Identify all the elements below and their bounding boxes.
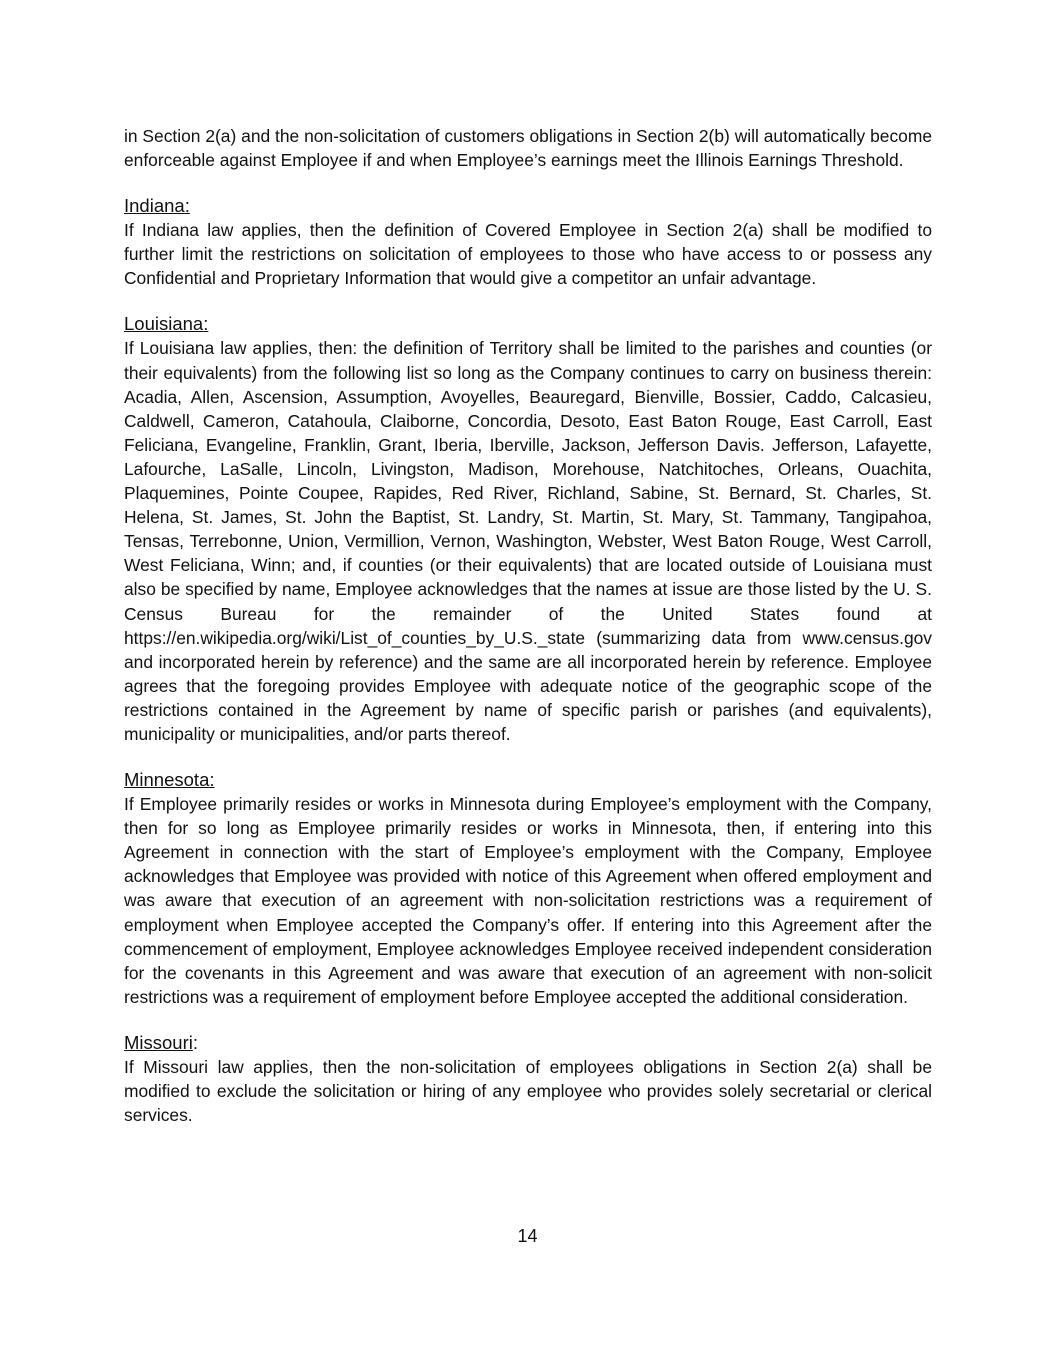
section-missouri xyxy=(124,1031,932,1127)
section-louisiana xyxy=(124,312,932,746)
section-body-indiana: If Indiana law applies, then the definition of Covered Employee in Section 2(a) shall be modified to further limit the restrictions on solicitation of employees to those who have access to or possess any Confidential and Proprietary Information that would give a competitor an unfair advantage. xyxy=(124,220,932,289)
page-number: 14 xyxy=(517,1226,538,1246)
section-heading-minnesota: Minnesota: xyxy=(124,769,215,791)
document-body xyxy=(124,124,932,1149)
intro-paragraph: in Section 2(a) and the non-solicitation of customers obligations in Section 2(b) will automatically become enforceable against Employee if and when Employee’s earnings meet the Illinois Earnings Threshold. xyxy=(124,126,932,171)
section-body-louisiana: If Louisiana law applies, then: the definition of Territory shall be limited to the parishes and counties (or their equivalents) from the following list so long as the Company continues to carry on business therein: Acadia, Allen, Ascension, Assumption, Avoyelles, Beauregard, Bienville, Bossier, Caddo, Calcasieu, Caldwell, Cameron, Catahoula, Claiborne, Concordia, Desoto, East Baton Rouge, East Carroll, East Feliciana, Evangeline, Franklin, Grant, Iberia, Iberville, Jackson, Jefferson Davis. Jefferson, Lafayette, Lafourche, LaSalle, Lincoln, Livingston, Madison, Morehouse, Natchitoches, Orleans, Ouachita, Plaquemines, Pointe Coupee, Rapides, Red River, Richland, Sabine, St. Bernard, St. Charles, St. Helena, St. James, St. John the Baptist, St. Landry, St. Martin, St. Mary, St. Tammany, Tangipahoa, Tensas, Terrebonne, Union, Vermillion, Vernon, Washington, Webster, West Baton Rouge, West Carroll, West Feliciana, Winn; and, if counties (or their equivalents) that are located outside of Louisiana must also be specified by name, Employee acknowledges that the names at issue are those listed by the U. S. Census Bureau for the remainder of the United States found at https://en.wikipedia.org/wiki/List_of_counties_by_U.S._state (summarizing data from www.census.gov and incorporated herein by reference) and the same are all incorporated herein by reference. Employee agrees that the foregoing provides Employee with adequate notice of the geographic scope of the restrictions contained in the Agreement by name of specific parish or parishes (and equivalents), municipality or municipalities, and/or parts thereof. xyxy=(124,338,932,744)
section-heading-missouri: Missouri: xyxy=(124,1031,199,1053)
section-heading-minnesota-label: Minnesota xyxy=(124,769,210,791)
section-body-minnesota: If Employee primarily resides or works in Minnesota during Employee’s employment with the Company, then for so long as Employee primarily resides or works in Minnesota, then, if entering into this Agreement in connection with the start of Employee’s employment with the Company, Employee acknowledges that Employee was provided with notice of this Agreement when offered employment and was aware that execution of an agreement with non-solicitation restrictions was a requirement of employment when Employee accepted the Company’s offer. If entering into this Agreement after the commencement of employment, Employee acknowledges Employee received independent consideration for the covenants in this Agreement and was aware that execution of an agreement with non-solicit restrictions was a requirement of employment before Employee accepted the additional consideration. xyxy=(124,794,932,1007)
section-heading-louisiana-label: Louisiana xyxy=(124,313,204,335)
section-heading-louisiana: Louisiana: xyxy=(124,313,209,335)
section-indiana xyxy=(124,194,932,290)
section-heading-indiana: Indiana: xyxy=(124,195,190,217)
section-heading-missouri-label: Missouri xyxy=(124,1031,193,1053)
section-heading-indiana-label: Indiana xyxy=(124,195,185,217)
section-body-missouri: If Missouri law applies, then the non-solicitation of employees obligations in Section 2(a) shall be modified to exclude the solicitation or hiring of any employee who provides solely secretarial or clerical services. xyxy=(124,1056,932,1126)
section-minnesota xyxy=(124,768,932,1009)
